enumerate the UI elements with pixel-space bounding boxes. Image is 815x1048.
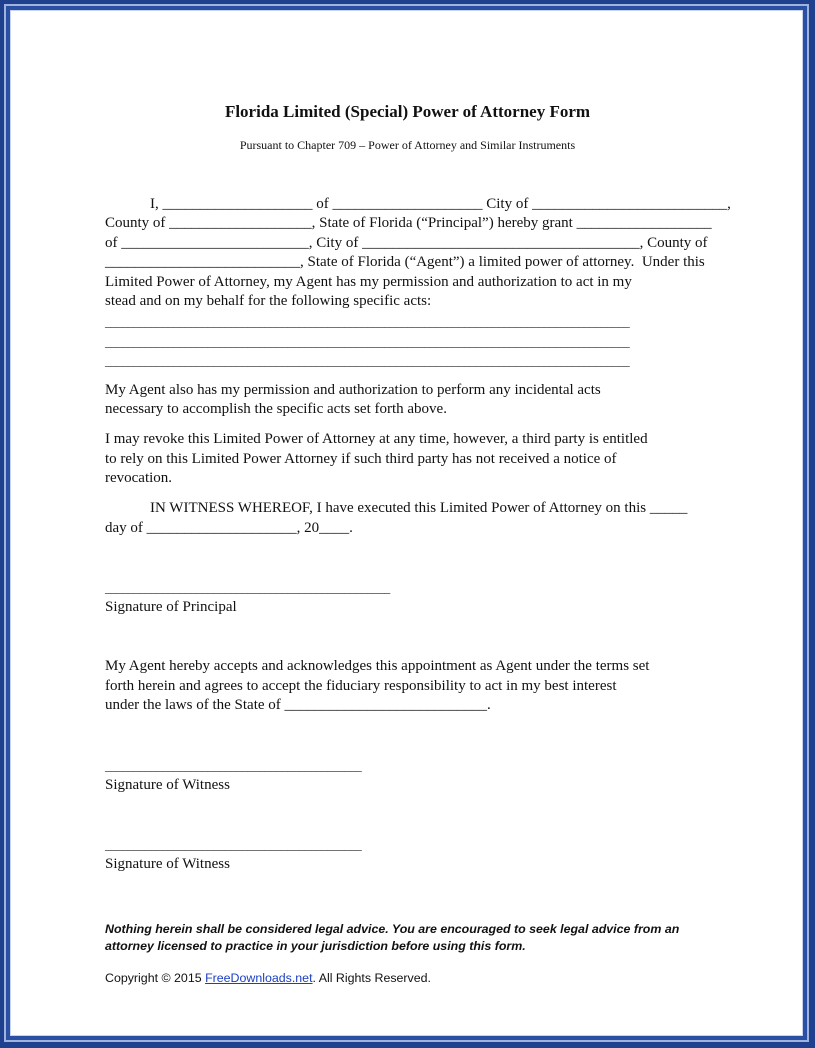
copyright-prefix: Copyright © 2015 (105, 971, 206, 985)
specific-acts-blank: ____________________________________________________________________________________________ (105, 315, 630, 329)
incidental-line: necessary to accomplish the specific acts set forth above. (105, 401, 447, 417)
copyright (105, 971, 431, 985)
revoke-line: revocation. (105, 470, 173, 486)
witness-signature-label-1: Signature of Witness (105, 777, 230, 793)
document-subtitle: Pursuant to Chapter 709 – Power of Attorney and Similar Instruments (239, 138, 576, 152)
witness-signature-label-2: Signature of Witness (105, 856, 230, 872)
revoke-line: I may revoke this Limited Power of Attorney at any time, however, a third party is entitled (105, 431, 648, 447)
witness-signature-line-1[interactable]: _____________________________________________ (105, 759, 362, 773)
witness-whereof-line: IN WITNESS WHEREOF, I have executed this Limited Power of Attorney on this _____ (105, 500, 688, 516)
incidental-line: My Agent also has my permission and authorization to perform any incidental acts (105, 382, 601, 398)
grant-line: of _________________________, City of _____________________________________, County of (105, 235, 708, 251)
grant-line: County of ___________________, State of Florida (“Principal”) hereby grant __________________ (105, 215, 712, 231)
witness-whereof-line: day of ____________________, 20____. (105, 520, 353, 536)
principal-signature-label: Signature of Principal (105, 599, 237, 615)
specific-acts-blank: ____________________________________________________________________________________________ (105, 354, 630, 368)
grant-line: I, ____________________ of ____________________ City of __________________________, (105, 196, 731, 212)
disclaimer-line: attorney licensed to practice in your jurisdiction before using this form. (105, 939, 526, 953)
grant-line: __________________________, State of Florida (“Agent”) a limited power of attorney. Under this (105, 254, 705, 270)
freedownloads-link[interactable]: FreeDownloads.net (205, 971, 313, 985)
specific-acts-blank: ____________________________________________________________________________________________ (105, 335, 630, 349)
copyright-suffix: . All Rights Reserved. (312, 971, 431, 985)
acceptance-line: forth herein and agrees to accept the fiduciary responsibility to act in my best interest (105, 678, 617, 694)
document-title: Florida Limited (Special) Power of Attorney Form (224, 102, 591, 121)
revoke-line: to rely on this Limited Power Attorney if such third party has not received a notice of (105, 451, 617, 467)
acceptance-line: My Agent hereby accepts and acknowledges this appointment as Agent under the terms set (105, 658, 650, 674)
grant-line: Limited Power of Attorney, my Agent has my permission and authorization to act in my (105, 274, 632, 290)
principal-signature-line[interactable]: __________________________________________________ (105, 581, 391, 595)
acceptance-line: under the laws of the State of ___________________________. (105, 697, 491, 713)
grant-line: stead and on my behalf for the following specific acts: (105, 293, 432, 309)
disclaimer-line: Nothing herein shall be considered legal advice. You are encouraged to seek legal advice from an (105, 922, 680, 936)
witness-signature-line-2[interactable]: _____________________________________________ (105, 838, 362, 852)
